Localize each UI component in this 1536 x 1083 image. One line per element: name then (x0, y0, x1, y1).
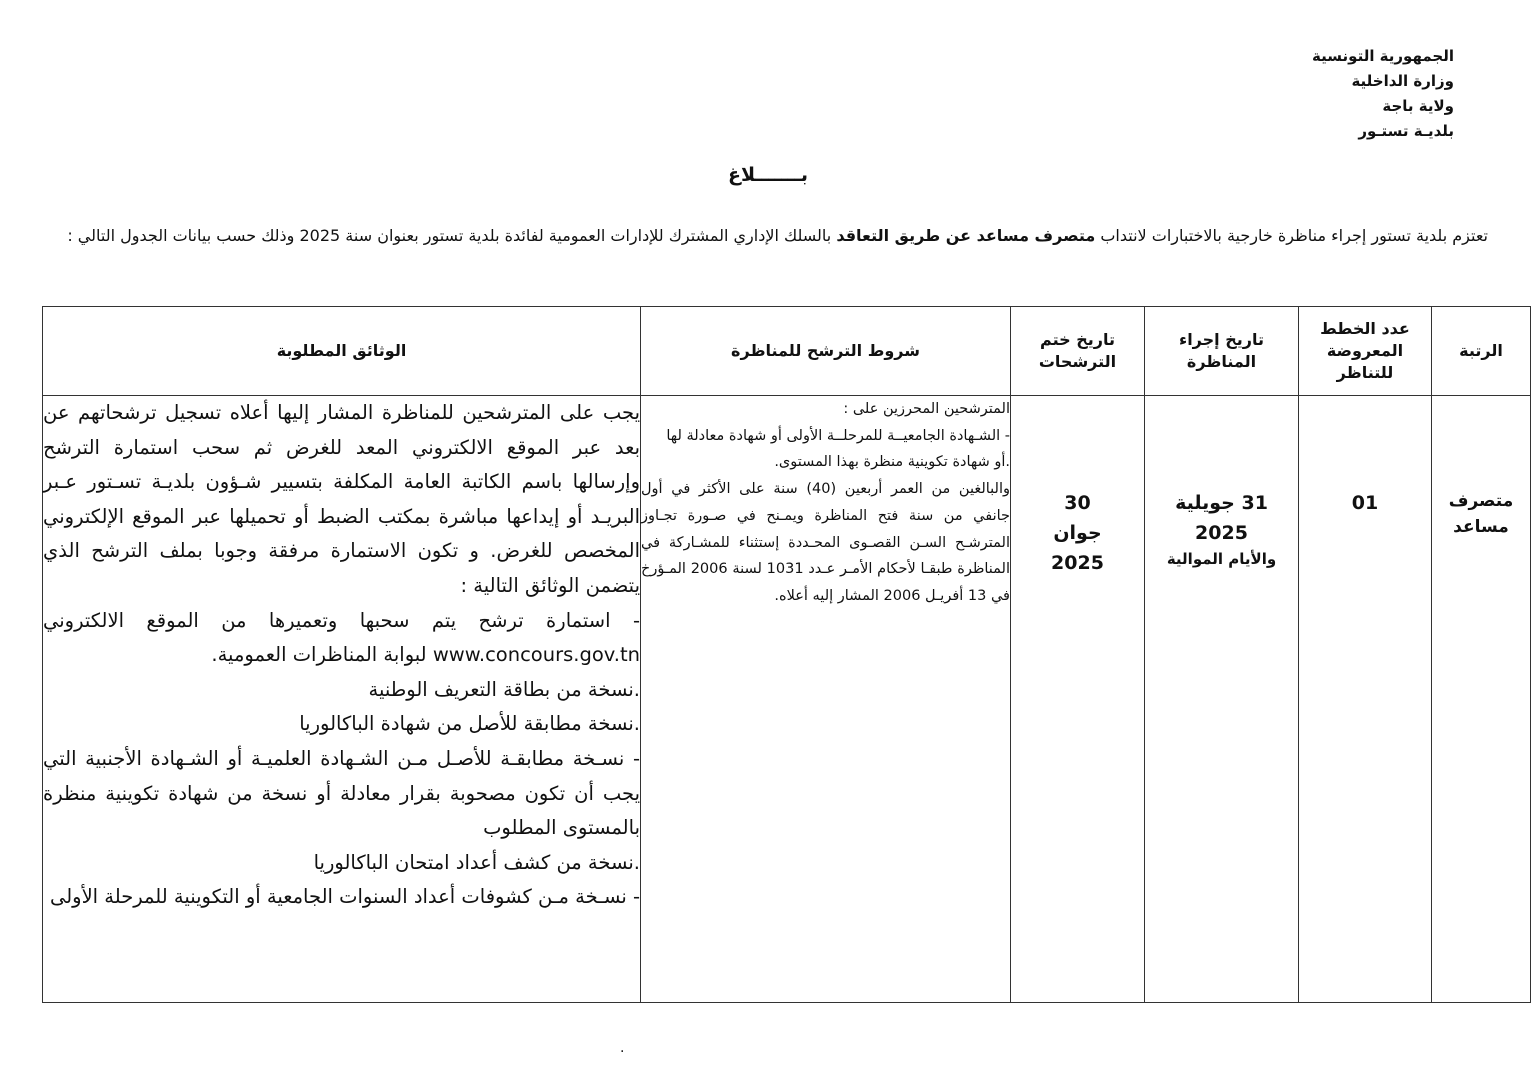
condition-line: - الشـهادة الجامعيــة للمرحلــة الأولى أو شهادة معادلة لها (666, 427, 1010, 444)
table-header-row (43, 307, 1531, 396)
documents-form-text-b: لبوابة المناظرات العمومية. (211, 643, 433, 667)
intro-text-2: بالسلك الإداري المشترك للإدارات العمومية لفائدة بلدية تستور بعنوان سنة 2025 وذلك حسب بيانات الجدول التالي : (67, 226, 837, 245)
header-line-republic: الجمهورية التونسية (1312, 47, 1454, 65)
competition-table (42, 306, 1531, 1003)
header-conditions: شروط الترشح للمناظرة (641, 307, 1011, 396)
header-exam-date: تاريخ إجراء المناظرة (1145, 307, 1299, 396)
documents-item: .نسخة من بطاقة التعريف الوطنية (368, 677, 640, 701)
header-line-governorate: ولاية باجة (1382, 97, 1454, 115)
table-row (43, 396, 1531, 1003)
rank-value: متصرف مساعد (1448, 491, 1514, 537)
documents-item: - نسـخة مـن كشوفات أعداد السنوات الجامعية أو التكوينية للمرحلة الأولى (49, 885, 640, 909)
intro-text-1: تعتزم بلدية تستور إجراء مناظرة خارجية بالاختبارات لانتداب (1095, 226, 1488, 245)
exam-date-value: 31 جويلية 2025 (1175, 492, 1268, 544)
documents-intro: يجب على المترشحين للمناظرة المشار إليها أعلاه تسجيل ترشحاتهم عن بعد عبر الموقع الالكتروني المعد للغرض ثم سحب استمارة الترشح وإرسالها باسم الكاتبة العامة المكلفة بتسيير شـؤون بلديـة تسـتور عـبر البريـد أو إيداعها مباشرة بمكتب الضبط أو تحميلها عبر الموقع الإلكتروني المخصص للغرض. و تكون الاستمارة مرفقة وجوبا بملف الترشح الذي يتضمن الوثائق التالية : (43, 401, 640, 597)
closing-date-value: 30 جوان 2025 (1051, 492, 1104, 574)
condition-line: المترشحين المحرزين على : (843, 401, 1010, 417)
count-value: 01 (1351, 492, 1379, 514)
cell-documents (43, 396, 641, 1003)
documents-item: - نسـخة مطابقـة للأصـل مـن الشـهادة العلميـة أو الشـهادة الأجنبية التي يجب أن تكون مصحوبة بقرار معادلة أو نسخة من شهادة تكوينية منظرة بالمستوى المطلوب (43, 746, 640, 840)
exam-date-extra: والأيام الموالية (1166, 550, 1277, 568)
issuer-header (1312, 44, 1454, 144)
cell-conditions (641, 396, 1011, 1003)
header-documents: الوثائق المطلوبة (43, 307, 641, 396)
intro-bold-position: متصرف مساعد عن طريق التعاقد (836, 226, 1096, 245)
footer-mark: . (620, 1040, 625, 1056)
intro-paragraph (40, 219, 1488, 253)
document-title: بـــــــلاغ (728, 164, 808, 186)
documents-item-form (43, 604, 640, 673)
header-closing-date: تاريخ ختم الترشحات (1011, 307, 1145, 396)
condition-line: .أو شهادة تكوينية منظرة بهذا المستوى. (774, 454, 1010, 471)
header-line-municipality: بلديـة تستـور (1358, 122, 1454, 140)
cell-closing-date (1011, 396, 1145, 1003)
condition-line: والبالغين من العمر أربعين (40) سنة على الأكثر في أول جانفي من سنة فتح المناظرة ويمـنح في صـورة تجـاوز المترشـح السـن القصـوى المحـددة إستثناء للمشـاركة في المناظرة طبقـا لأحكام الأمـر عـدد 1031 لسنة 2006 المـؤرخ في 13 أفريـل 2006 المشار إليه أعلاه. (641, 481, 1010, 604)
header-rank: الرتبة (1432, 307, 1531, 396)
header-count: عدد الخطط المعروضة للتناظر (1299, 307, 1432, 396)
cell-count (1299, 396, 1432, 1003)
documents-item: .نسخة من كشف أعداد امتحان الباكالوريا (313, 850, 640, 874)
documents-form-text-a: - استمارة ترشح يتم سحبها وتعميرها من الموقع الالكتروني (43, 608, 640, 632)
documents-item: .نسخة مطابقة للأصل من شهادة الباكالوريا (299, 712, 640, 736)
cell-exam-date (1145, 396, 1299, 1003)
concours-url: www.concours.gov.tn (432, 643, 640, 667)
cell-rank (1432, 396, 1531, 1003)
header-line-ministry: وزارة الداخلية (1351, 72, 1454, 90)
